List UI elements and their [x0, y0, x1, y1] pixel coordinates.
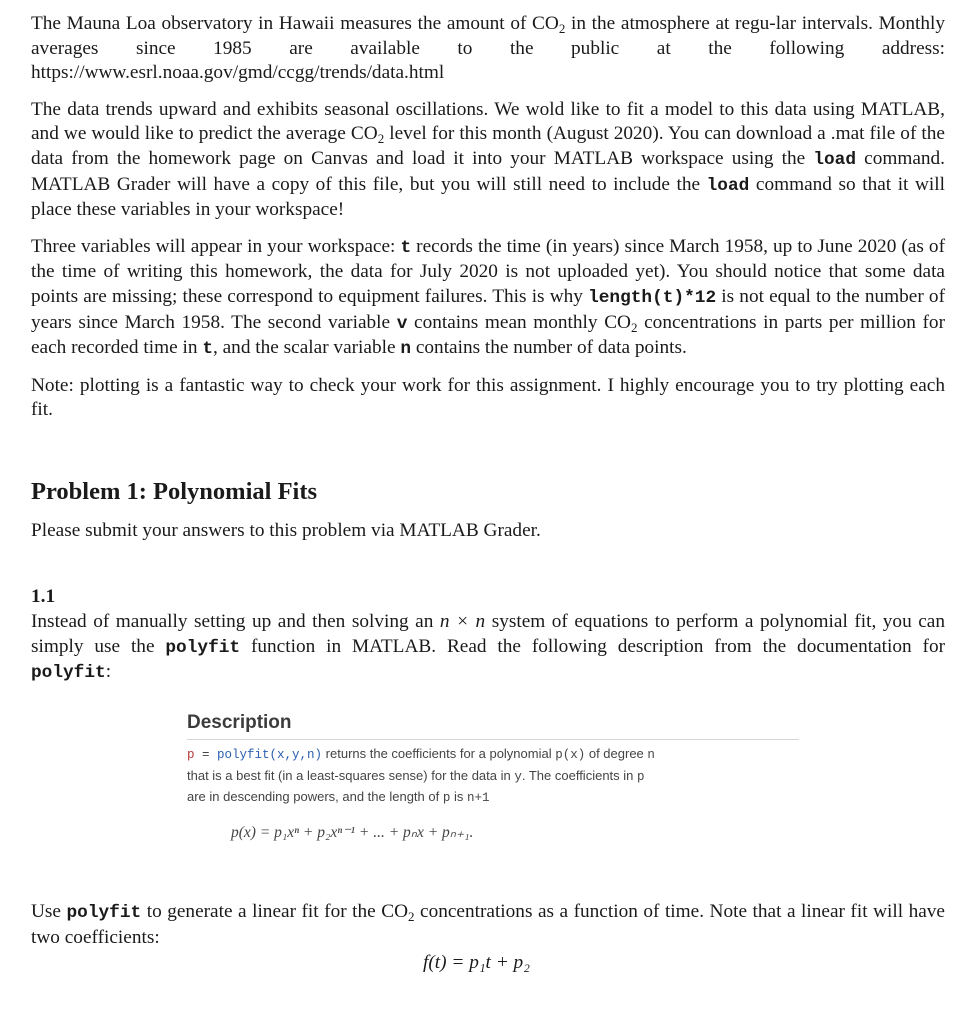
problem-instruction: Please submit your answers to this problem via MATLAB Grader. — [31, 520, 541, 541]
code-token: p — [637, 769, 645, 784]
text: is — [450, 789, 467, 804]
inline-code: t — [400, 237, 412, 258]
text: function in MATLAB. Read the following description from the documentation for — [240, 635, 946, 657]
inline-code: polyfit — [165, 637, 241, 658]
inline-code: load — [813, 149, 856, 170]
inline-code: t — [202, 339, 213, 360]
text: Three variables will appear in your workspace: — [31, 235, 401, 257]
section-paragraph — [31, 610, 945, 686]
text: , and the scalar variable — [212, 337, 401, 359]
code-token: p — [442, 791, 451, 805]
text: of degree — [585, 746, 648, 761]
text: returns the coefficients for a polynomial — [322, 746, 556, 761]
code-token: n+1 — [466, 791, 490, 805]
linear-fit-equation: f(t) = p₁t + p₂ — [423, 952, 530, 973]
text: contains the number of data points. — [411, 337, 687, 359]
text: concentrations in parts per million for each recorded time in — [31, 311, 945, 359]
inline-code: load — [706, 175, 750, 196]
use-paragraph — [31, 900, 945, 950]
inline-code: polyfit — [31, 663, 106, 684]
text: to generate a linear fit for the CO — [141, 901, 408, 922]
inline-code: v — [396, 313, 408, 334]
code-token: = — [194, 748, 218, 762]
text: Use — [31, 901, 67, 922]
doc-description — [187, 744, 799, 809]
code-token: polyfit(x,y,n) — [217, 748, 323, 762]
text: contains mean monthly CO — [407, 311, 631, 333]
documentation-excerpt — [187, 712, 799, 842]
intro-paragraph-2 — [31, 98, 945, 223]
inline-code: length(t)*12 — [588, 287, 717, 308]
doc-formula: p(x) = p₁xⁿ + p₂xⁿ⁻¹ + ... + pₙx + pₙ₊₁. — [231, 823, 474, 841]
intro-paragraph-3 — [31, 235, 945, 362]
text: that is a best fit (in a least-squares sense) for the data in — [187, 767, 515, 783]
code-token: p — [187, 748, 195, 762]
subscript: 2 — [558, 21, 566, 36]
text: command so that it will place these variables in your workspace! — [31, 173, 945, 221]
text: in the atmosphere at regu-lar intervals. Monthly averages since 1985 are available to the public at the following address: https://www.esrl.noaa.gov/gmd/ccgg/trends/data.html — [31, 13, 946, 84]
subscript: 2 — [630, 319, 638, 335]
text: level for this month (August 2020). You can download a .mat file of the data from the homework page on Canvas and load it into your MATLAB workspace using the — [31, 123, 945, 169]
text: system of equations to perform a polynomial fit, you can simply use the — [31, 611, 945, 657]
code-token: p(x) — [555, 748, 586, 762]
text: Instead of manually setting up and then solving an — [31, 611, 440, 632]
problem-title: Problem 1: Polynomial Fits — [31, 478, 318, 505]
subscript: 2 — [408, 909, 415, 924]
text: records the time (in years) since March 1958, up to June 2020 (as of the time of writing this homework, the data for July 2020 is not uploaded yet). You should notice that some data points are missing; these correspond to equipment failures. This is why — [31, 235, 945, 307]
intro-paragraph-1 — [31, 12, 945, 86]
text: The data trends upward and exhibits seasonal oscillations. We wold like to fit a model to this data using MATLAB, and we would like to predict the average CO — [31, 98, 945, 145]
math-expression: n × n — [439, 611, 486, 632]
text: . The coefficients in — [521, 767, 637, 783]
intro-section — [31, 12, 945, 423]
code-token: y — [514, 769, 522, 784]
text: is not equal to the number of years since March 1958. The second variable — [31, 285, 945, 333]
inline-code: n — [400, 339, 412, 360]
text: The Mauna Loa observatory in Hawaii measures the amount of CO — [31, 13, 559, 34]
text: are in descending powers, and the length of — [187, 789, 443, 804]
text: : — [105, 661, 112, 683]
text: command. MATLAB Grader will have a copy of this file, but you will still need to include the — [31, 147, 945, 195]
section-number: 1.1 — [31, 586, 56, 607]
subscript: 2 — [377, 131, 385, 147]
intro-paragraph-4: Note: plotting is a fantastic way to check your work for this assignment. I highly encourage you to try plotting each fit. — [31, 374, 945, 421]
doc-heading: Description — [187, 712, 799, 740]
text: concentrations as a function of time. Note that a linear fit will have two coefficients: — [31, 901, 945, 948]
inline-code: polyfit — [66, 903, 142, 923]
code-token: n — [647, 748, 655, 762]
